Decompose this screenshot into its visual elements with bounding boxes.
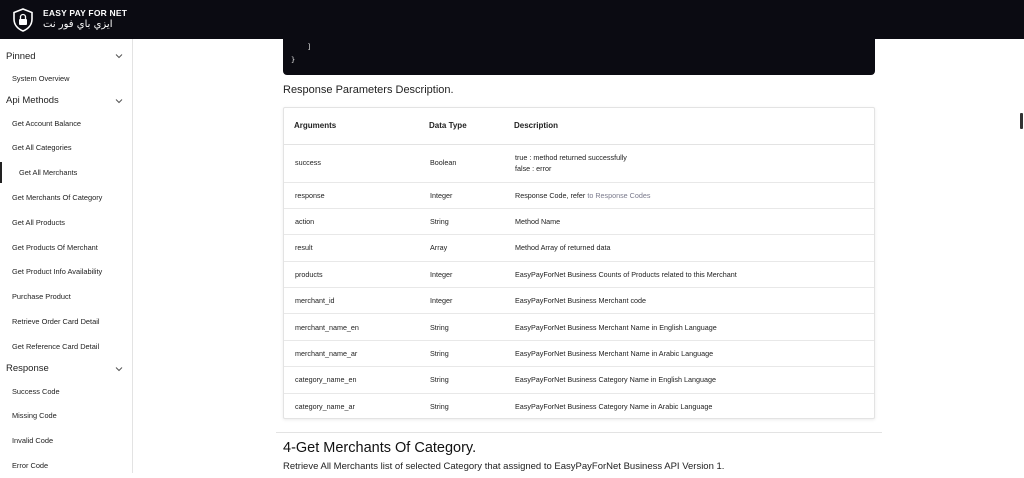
cell-type: Integer (419, 182, 504, 208)
code-block (283, 39, 875, 75)
sidebar-item-system-overview[interactable]: System Overview (12, 73, 70, 83)
brand-logo[interactable] (43, 9, 127, 30)
brand-name-en: EASY PAY FOR NET (43, 8, 128, 19)
cell-type: Integer (419, 261, 504, 287)
cell-description: EasyPayForNet Business Merchant Name in Arabic Language (504, 340, 874, 366)
section-label: Pinned (6, 50, 36, 62)
section-description: Retrieve All Merchants list of selected Category that assigned to EasyPayForNet Business API Version 1. (283, 461, 725, 472)
sidebar-item-missing-code[interactable]: Missing Code (12, 411, 57, 421)
chevron-down-icon[interactable] (114, 364, 124, 374)
sidebar-item-get-products-of-merchant[interactable]: Get Products Of Merchant (12, 242, 98, 252)
cell-type: String (419, 340, 504, 366)
cell-argument: success (284, 144, 419, 182)
table-row (284, 367, 874, 393)
response-params-title: Response Parameters Description. (283, 84, 454, 96)
sidebar-item-get-product-info-availability[interactable]: Get Product Info Availability (12, 267, 103, 277)
section-divider (276, 432, 882, 433)
sidebar-item-purchase-product[interactable]: Purchase Product (12, 292, 71, 302)
cell-description (504, 144, 874, 182)
brand-name-ar: ايزي باي فور نت (43, 18, 113, 30)
sidebar-item-get-account-balance[interactable]: Get Account Balance (12, 118, 82, 128)
cell-description: Method Name (504, 208, 874, 234)
desc-line: false : error (515, 164, 552, 173)
header-data-type: Data Type (419, 108, 504, 144)
table-header-row (284, 108, 874, 144)
cell-argument: result (284, 235, 419, 261)
sidebar-item-invalid-code[interactable]: Invalid Code (12, 436, 54, 446)
cell-type: String (419, 367, 504, 393)
cell-type: Integer (419, 288, 504, 314)
sidebar-item-get-reference-card-detail[interactable]: Get Reference Card Detail (12, 341, 100, 351)
cell-description: EasyPayForNet Business Merchant code (504, 288, 874, 314)
desc-line: true : method returned successfully (515, 152, 627, 162)
section-label: Response (6, 363, 49, 375)
params-table-card (283, 107, 875, 419)
cell-argument: category_name_en (284, 367, 419, 393)
cell-type: Boolean (419, 144, 504, 182)
scrollbar-thumb[interactable] (1020, 113, 1023, 129)
header-description: Description (504, 108, 874, 144)
cell-description: EasyPayForNet Business Category Name in English Language (504, 367, 874, 393)
cell-description: EasyPayForNet Business Merchant Name in English Language (504, 314, 874, 340)
cell-argument: products (284, 261, 419, 287)
sidebar-item-get-all-merchants[interactable]: Get All Merchants (0, 160, 132, 185)
table-row (284, 393, 874, 419)
sidebar-section-api-methods[interactable] (0, 91, 132, 111)
code-line: ] (307, 43, 312, 51)
sidebar-item-error-code[interactable]: Error Code (12, 461, 49, 471)
sidebar (0, 39, 133, 473)
cell-type: String (430, 402, 449, 412)
table-row (284, 235, 874, 261)
cell-argument: merchant_name_en (284, 314, 419, 340)
table-row (284, 144, 874, 182)
table-row (284, 340, 874, 366)
shield-lock-icon (12, 8, 34, 32)
cell-description: EasyPayForNet Business Category Name in Arabic Language (515, 402, 713, 412)
chevron-down-icon[interactable] (114, 51, 124, 61)
params-table (284, 108, 874, 420)
sidebar-item-get-all-categories[interactable]: Get All Categories (12, 143, 72, 153)
sidebar-item-success-code[interactable]: Success Code (12, 386, 60, 396)
cell-argument: response (284, 182, 419, 208)
sidebar-section-pinned[interactable] (0, 46, 132, 66)
top-bar (0, 0, 1024, 39)
cell-argument: merchant_name_ar (284, 340, 419, 366)
table-row (284, 314, 874, 340)
table-row (284, 208, 874, 234)
cell-argument: merchant_id (284, 288, 419, 314)
cell-argument: category_name_ar (295, 402, 355, 412)
table-row (284, 261, 874, 287)
cell-description: EasyPayForNet Business Counts of Products related to this Merchant (504, 261, 874, 287)
cell-description (504, 182, 874, 208)
table-row (284, 182, 874, 208)
chevron-down-icon[interactable] (114, 96, 124, 106)
desc-text: Response Code, refer (515, 190, 586, 200)
sidebar-section-response[interactable] (0, 359, 132, 379)
section-heading: 4-Get Merchants Of Category. (283, 440, 477, 456)
cell-argument: action (284, 208, 419, 234)
header-arguments: Arguments (284, 108, 419, 144)
sidebar-item-get-merchants-of-category[interactable]: Get Merchants Of Category (12, 193, 103, 203)
cell-type: Array (419, 235, 504, 261)
sidebar-item-retrieve-order-card-detail[interactable]: Retrieve Order Card Detail (12, 317, 100, 327)
cell-description: Method Array of returned data (504, 235, 874, 261)
cell-type: String (419, 208, 504, 234)
cell-type: String (419, 314, 504, 340)
response-codes-link[interactable]: to Response Codes (587, 190, 651, 200)
sidebar-item-get-all-products[interactable]: Get All Products (12, 217, 65, 227)
section-label: Api Methods (6, 95, 59, 107)
code-line: } (291, 56, 296, 64)
table-row (284, 288, 874, 314)
main-content (133, 39, 1024, 473)
